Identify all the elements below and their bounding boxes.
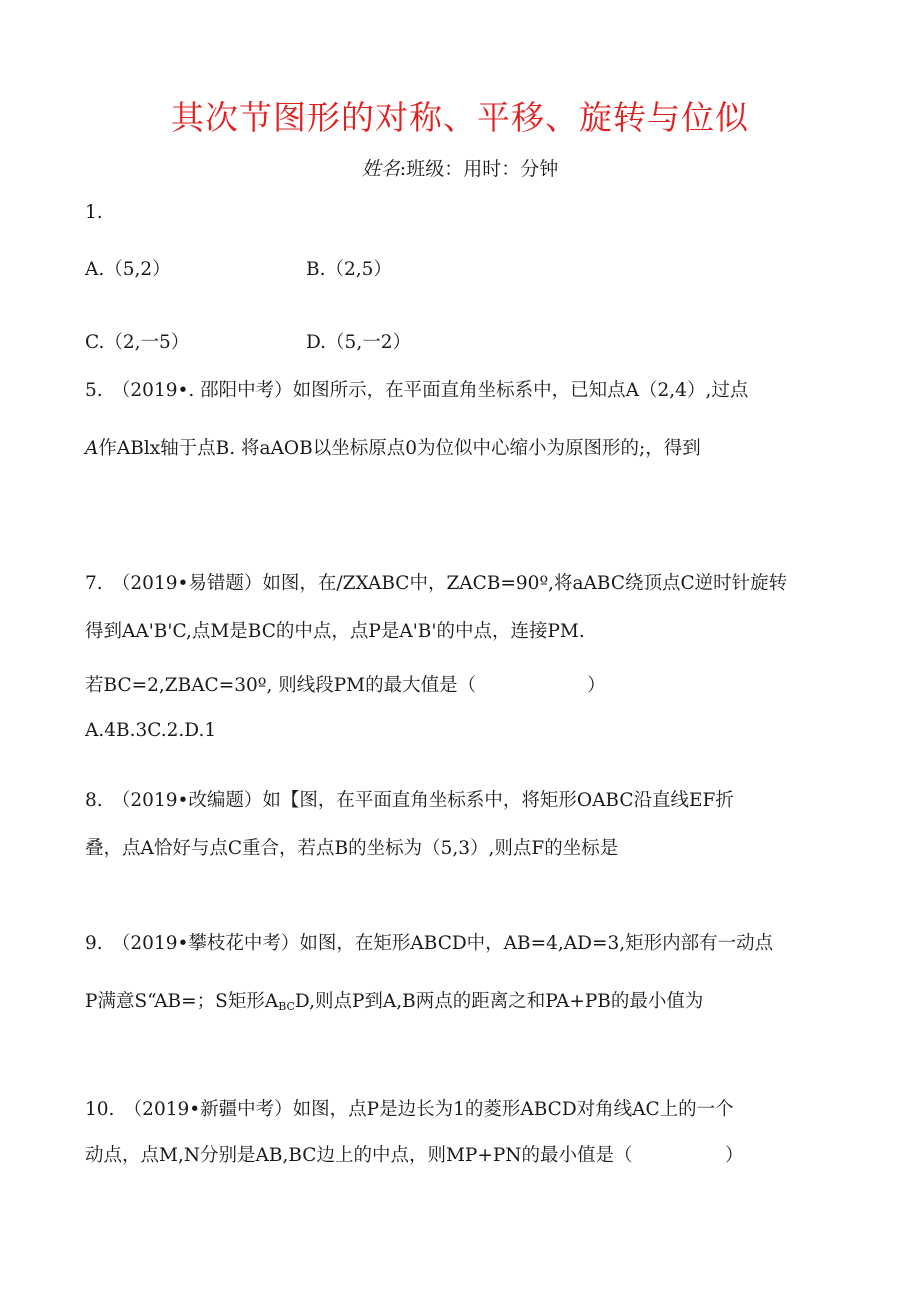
q10-line-1: 10. （2019•新疆中考）如图，点P是边长为1的菱形ABCD对角线AC上的一个 [85,1099,734,1120]
q9-line-2-start: P满意S“AB=；S矩形A [85,991,279,1012]
q9-line-1: 9. （2019•攀枝花中考）如图，在矩形ABCD中，AB=4,AD=3,矩形内部有一动点 [85,933,774,954]
q8-line-2: 叠，点A恰好与点C重合，若点B的坐标为（5,3）,则点F的坐标是 [85,838,619,859]
q7-line-3: 若BC=2,ZBAC=30º, 则线段PM的最大值是（ ） [85,675,606,696]
page-title: 其次节图形的对称、平移、旋转与位似 [171,98,749,137]
q5-point-a: A [85,438,99,459]
q1-number: 1. [85,202,103,223]
q5-line-2 [85,434,701,460]
q1-option-d: D.（5,一2） [306,332,411,353]
subtitle-rest: :班级：用时：分钟 [399,158,559,180]
q1-option-c: C.（2,一5） [85,332,190,353]
q7-options: A.4B.3C.2.D.1 [85,720,217,741]
name-label: 姓名 [361,158,400,180]
q9-line-2-end: D,则点P到A,B两点的距离之和PA+PB的最小值为 [294,991,704,1012]
q1-option-b: B.（2,5） [306,259,392,280]
q7-line-1: 7. （2019•易错题）如图，在/ZXABC中，ZACB=90º,将aABC绕顶点C逆时针旋转 [85,573,788,594]
q5-line-2-text: 作ABlx轴于点B. 将aAOB以坐标原点0为位似中心缩小为原图形的;，得到 [98,438,701,459]
q9-subscript: BC [278,1000,295,1013]
q7-line-2: 得到AA'B'C,点M是BC的中点，点P是A'B'的中点，连接PM. [85,621,585,642]
q1-option-a: A.（5,2） [85,259,171,280]
q8-line-1: 8. （2019•改编题）如【图，在平面直角坐标系中，将矩形OABC沿直线EF折 [85,790,734,811]
subtitle [0,154,920,181]
q9-line-2 [85,987,703,1013]
q5-line-1: 5. （2019•. 邵阳中考）如图所示，在平面直角坐标系中，已知点A（2,4）,过点 [85,380,749,401]
q10-line-2: 动点，点M,N分别是AB,BC边上的中点，则MP+PN的最小值是（ ） [85,1145,744,1166]
